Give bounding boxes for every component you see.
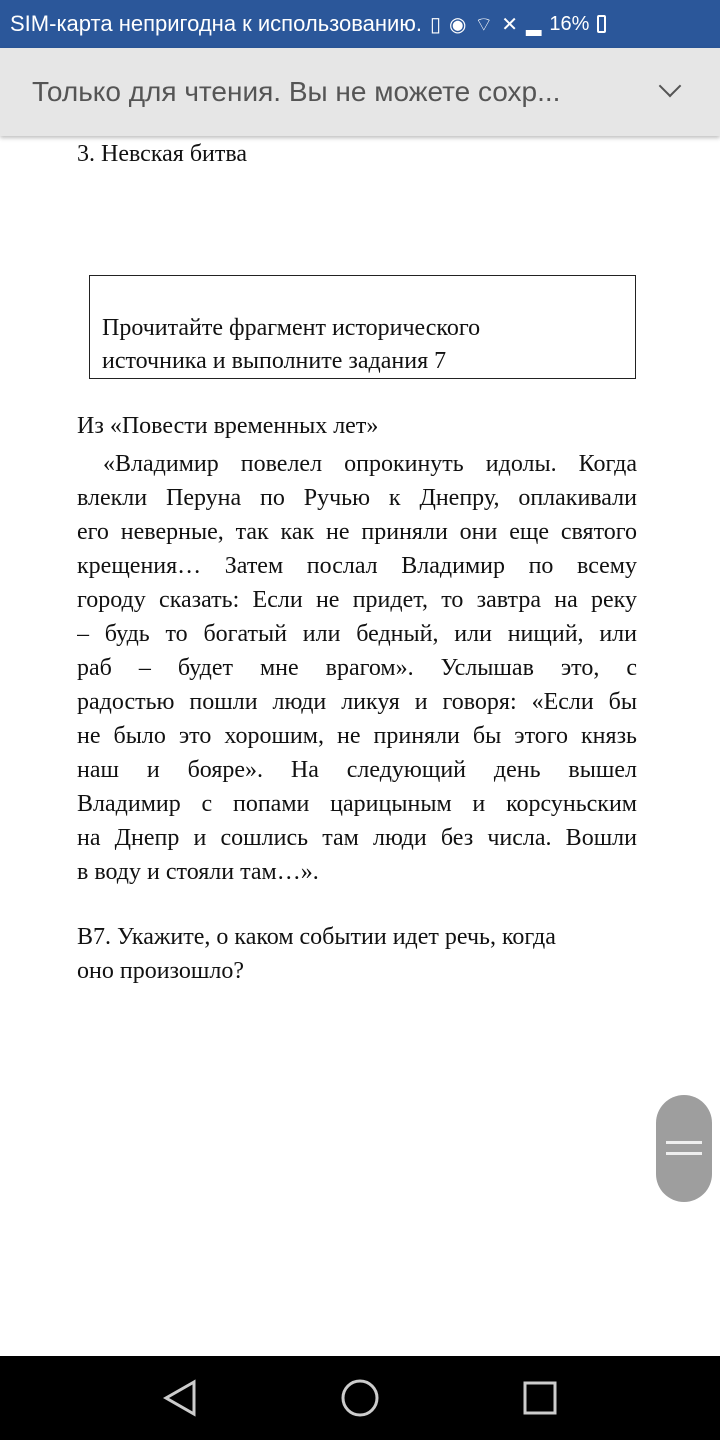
banner-text: Только для чтения. Вы не можете сохр...	[32, 76, 561, 107]
paragraph-line: «Владимир повелел опрокинуть идолы. Когда	[103, 451, 637, 477]
box-line: Прочитайте фрагмент исторического	[102, 315, 481, 341]
chevron-down-icon[interactable]	[659, 75, 682, 98]
wifi-icon: ⌔	[474, 13, 494, 36]
battery-text: 16%	[549, 12, 590, 35]
eye-icon: ◉	[448, 13, 467, 36]
paragraph-line: городу сказать: Если не придет, то завтра на реку	[77, 587, 637, 613]
paragraph-line: – будь то богатый или бедный, или нищий, или	[77, 621, 637, 647]
back-icon[interactable]	[166, 1382, 194, 1414]
question	[77, 920, 637, 988]
paragraph-line: не было это хорошим, не приняли бы этого князь	[77, 723, 637, 749]
box-line: источника и выполните задания 7	[102, 348, 447, 374]
task-box	[89, 275, 636, 379]
navigation-bar	[0, 1356, 720, 1440]
paragraph-line: раб – будет мне врагом». Услышав это, с	[77, 655, 637, 681]
recents-icon[interactable]	[525, 1383, 555, 1413]
paragraph-line: наш и бояре». На следующий день вышел	[77, 757, 637, 783]
status-text: SIM-карта непригодна к использованию.	[10, 11, 422, 36]
question-line: В7. Укажите, о каком событии идет речь, когда	[77, 924, 556, 950]
status-bar	[0, 0, 720, 48]
read-only-banner[interactable]	[0, 48, 720, 136]
paragraph-line: радостью пошли люди ликуя и говоря: «Если бы	[77, 689, 637, 715]
source-paragraph	[77, 447, 637, 889]
vibrate-icon: ▯	[429, 13, 441, 36]
signal-icon: ▂	[526, 13, 542, 36]
battery-icon	[597, 15, 606, 33]
scroll-handle[interactable]	[656, 1095, 712, 1202]
paragraph-line: на Днепр и сошлись там люди без числа. Вошли	[77, 825, 637, 851]
paragraph-line: влекли Перуна по Ручью к Днепру, оплакивали	[77, 485, 637, 511]
source-title: Из «Повести временных лет»	[77, 413, 379, 439]
paragraph-line: Владимир с попами царицыным и корсуньским	[77, 791, 637, 817]
paragraph-line: в воду и стояли там…».	[77, 859, 319, 885]
list-item: 3. Невская битва	[77, 141, 248, 167]
question-line: оно произошло?	[77, 958, 244, 984]
paragraph-line: крещения… Затем послал Владимир по всему	[77, 553, 637, 579]
home-icon[interactable]	[343, 1381, 377, 1415]
no-call-icon: ✕	[501, 13, 518, 36]
paragraph-line: его неверные, так как не приняли они еще святого	[77, 519, 637, 545]
